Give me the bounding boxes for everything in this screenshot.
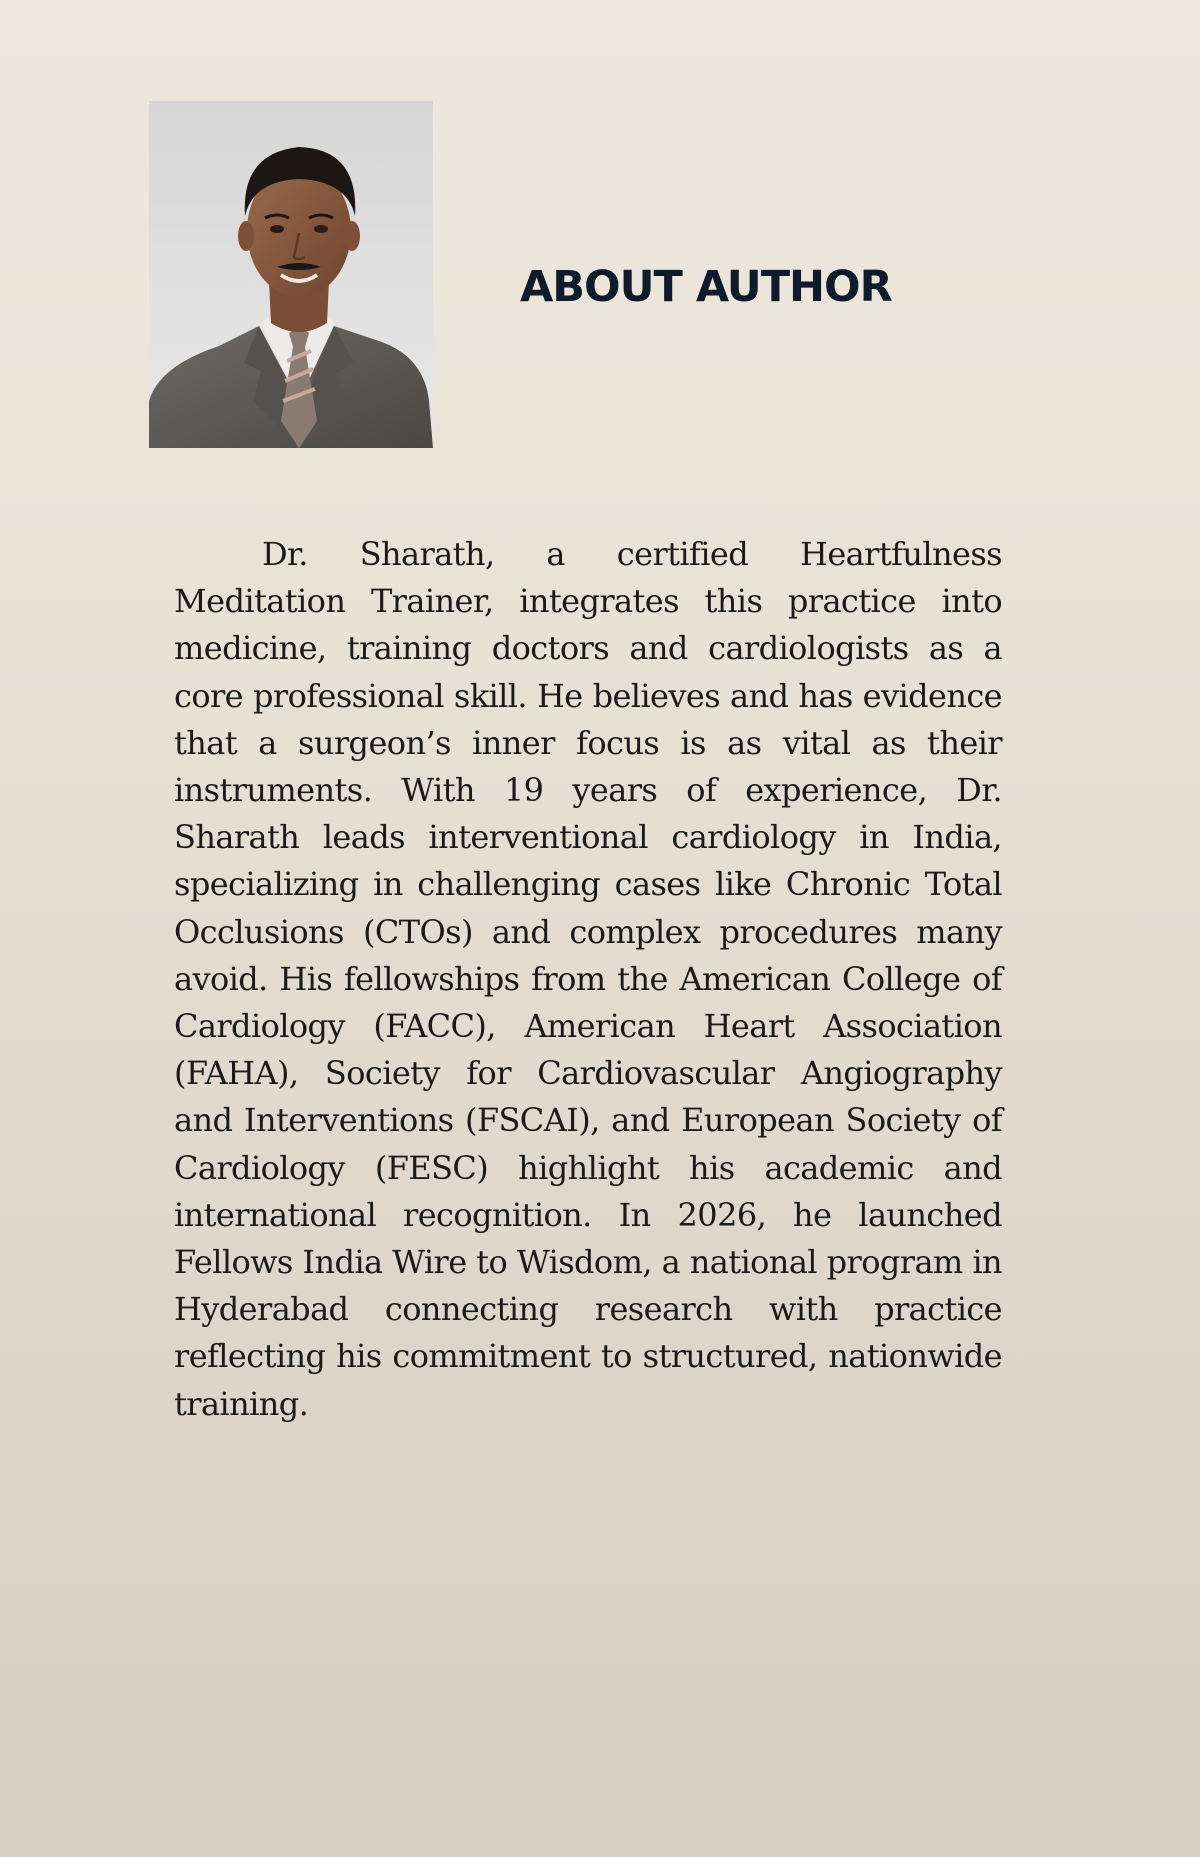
author-photo [149, 101, 433, 448]
author-bio: Dr. Sharath, a certified Heartfulness Meditation Trainer, integrates this practice into medicine, training doctors and cardiologists as a core professional skill. He believes and has evidence that a surgeon’s inner focus is as vital as their instruments. With 19 years of experience, Dr. Sharath leads interventional cardiology in India, specializing in challenging cases like Chronic Total Occlusions (CTOs) and complex procedures many avoid. His fellowships from the American College of Cardiology (FACC), American Heart Association (FAHA), Society for Cardiovascular Angiography and Interventions (FSCAI), and European Society of Cardiology (FESC) highlight his academic and international recognition. In 2026, he launched Fellows India Wire to Wisdom, a national program in Hyderabad connecting research with practice reflecting his commitment to structured, nationwide training. [174, 535, 1002, 1423]
page-title: ABOUT AUTHOR [520, 262, 892, 312]
author-portrait-image [149, 101, 433, 448]
